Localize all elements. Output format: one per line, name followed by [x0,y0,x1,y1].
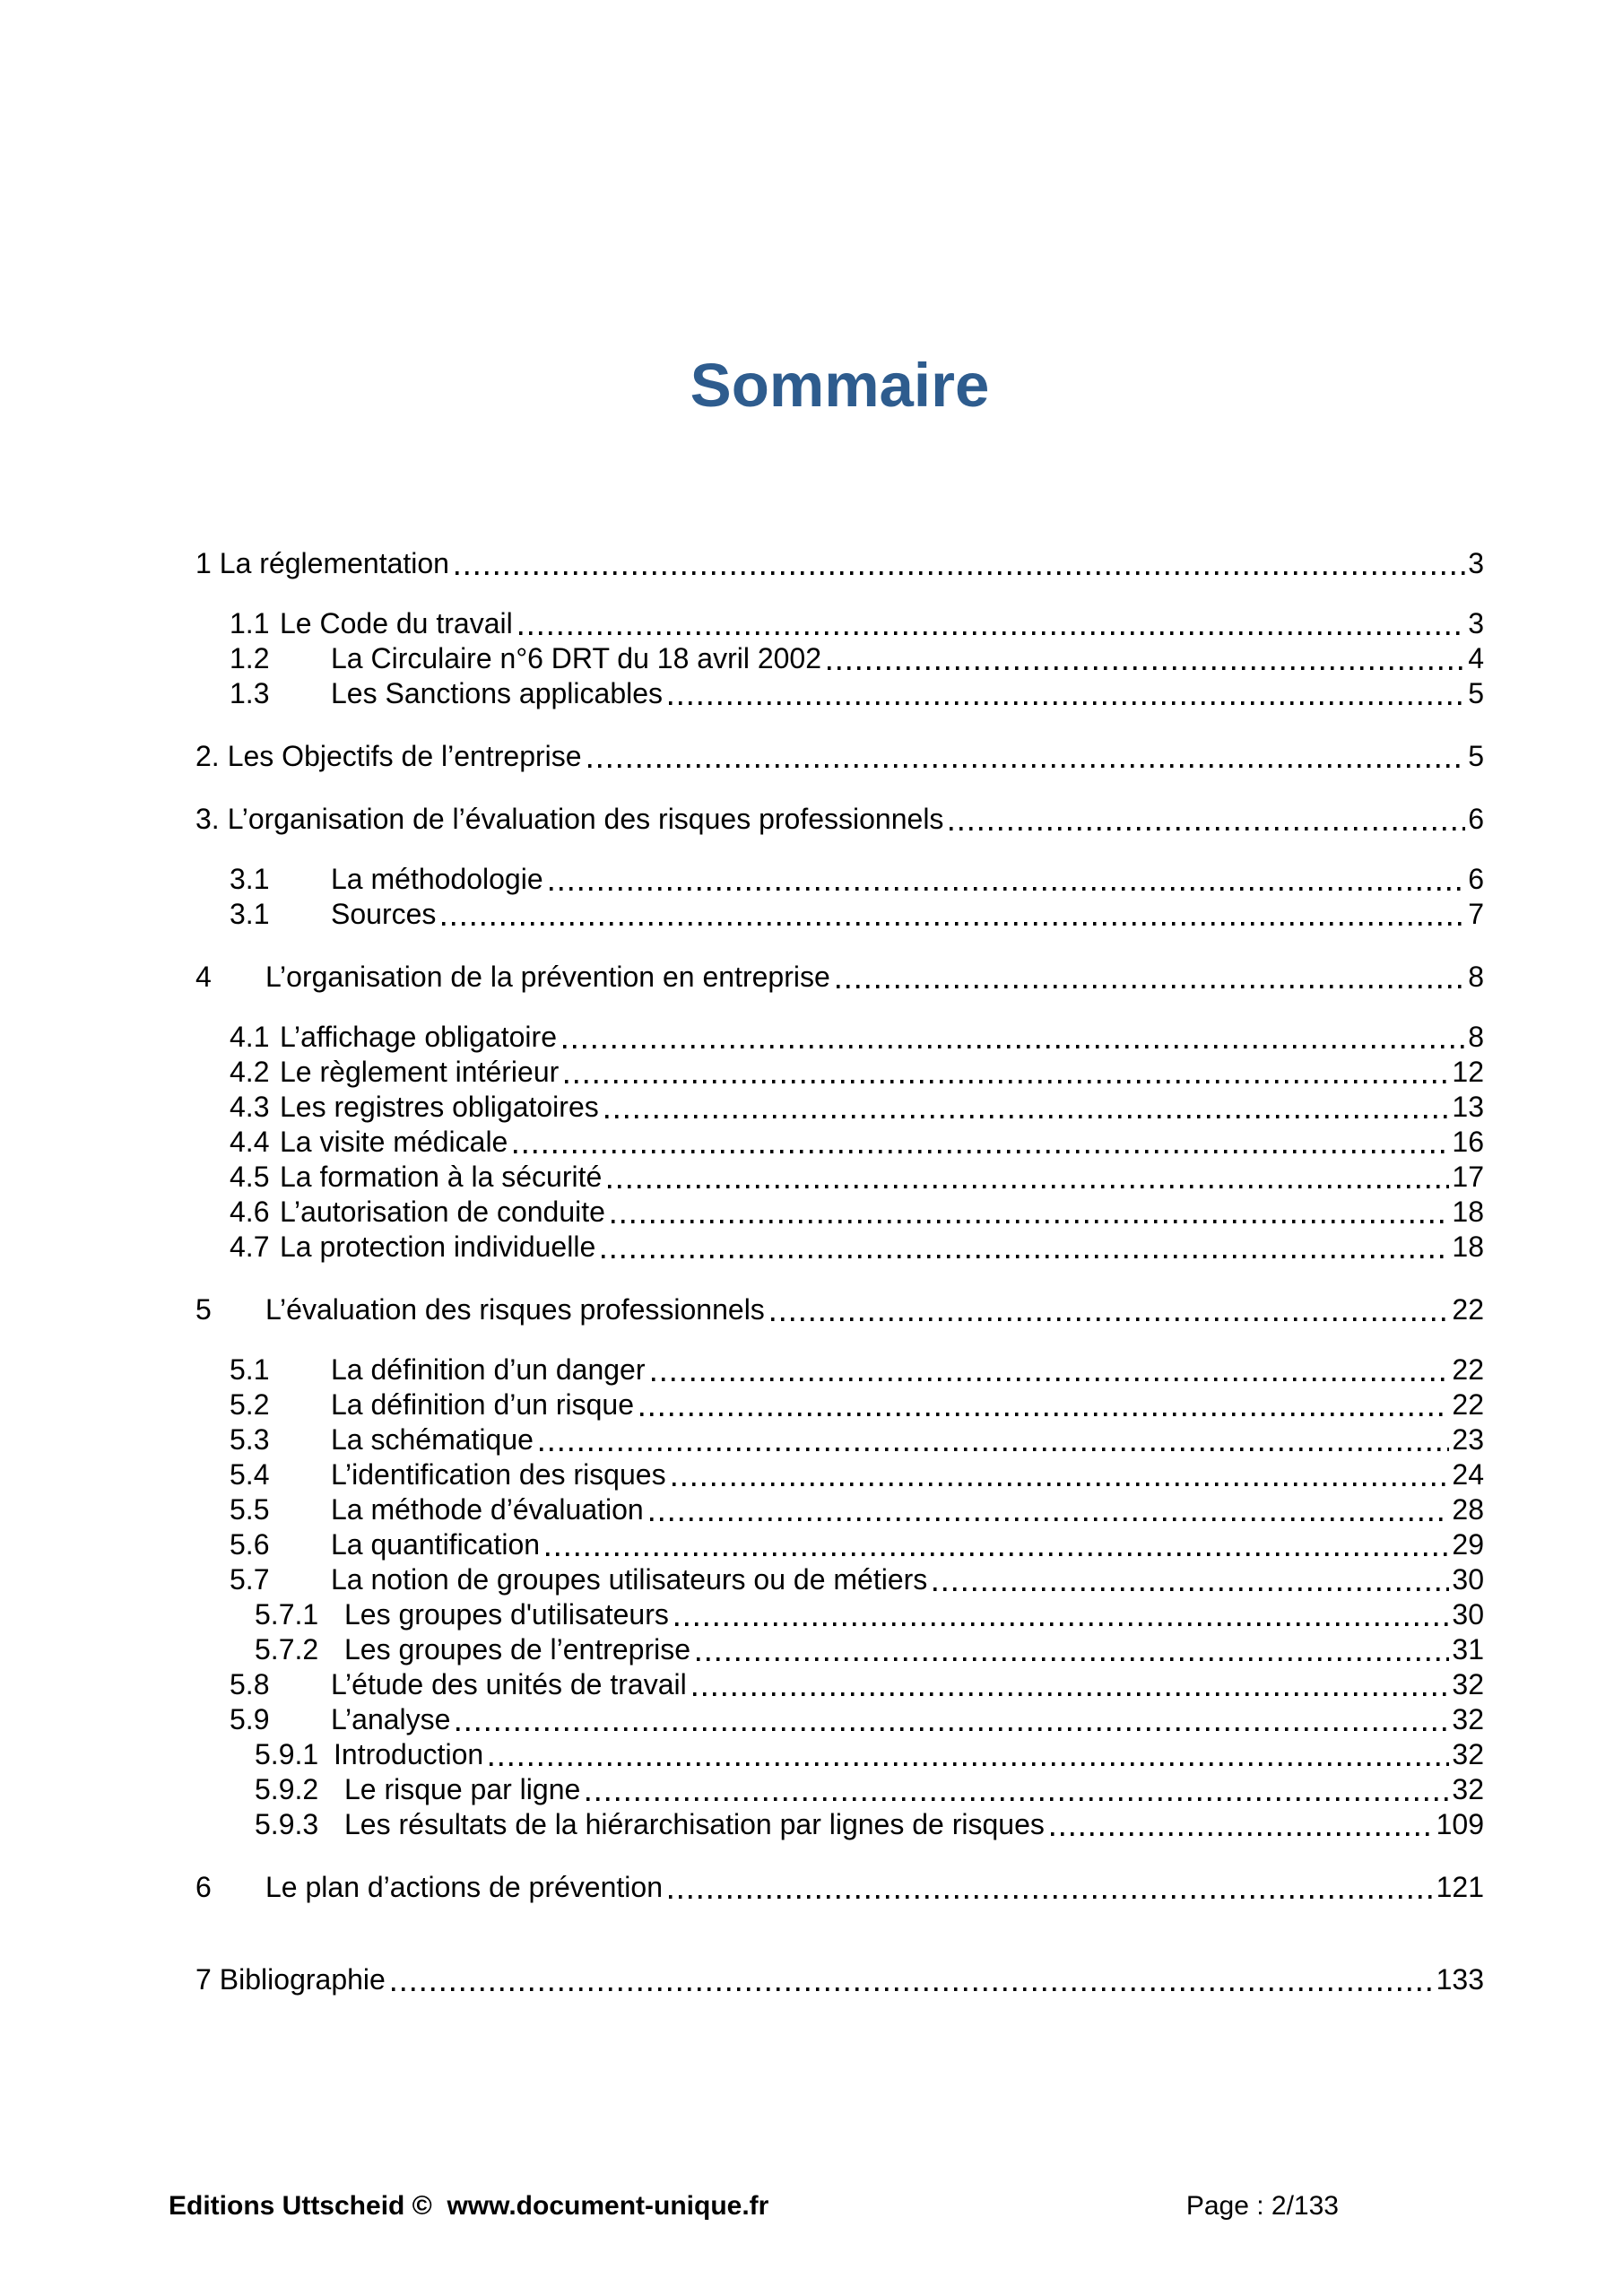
toc-entry-number: 4.2 [230,1056,270,1089]
toc-entry-page: 109 [1436,1808,1484,1841]
toc-entry-number: 5.2 [230,1388,270,1422]
table-of-contents [0,546,1623,1997]
toc-entry-page: 6 [1468,803,1484,836]
toc-entry[interactable] [195,1457,1484,1492]
toc-entry-number: 4.3 [230,1091,270,1124]
footer-publisher: Editions Uttscheid © www.document-unique.fr [169,2191,769,2221]
toc-entry-number: 7 [195,1963,212,1996]
toc-entry-label: La méthodologie [331,863,543,896]
toc-entry-number: 5.8 [230,1668,270,1701]
toc-entry[interactable] [195,1090,1484,1125]
toc-entry-page: 7 [1468,898,1484,931]
toc-entry-label: La méthode d’évaluation [331,1493,644,1526]
toc-entry[interactable] [195,1597,1484,1632]
toc-entry[interactable] [195,1737,1484,1772]
toc-entry-label: Introduction [334,1738,484,1771]
toc-entry-label: Les registres obligatoires [280,1091,599,1124]
page-title: Sommaire [690,351,990,420]
footer-page-number: Page : 2/133 [1185,2191,1339,2221]
toc-entry-page: 6 [1468,863,1484,896]
toc-entry[interactable] [195,1632,1484,1667]
toc-entry-number: 4.5 [230,1161,270,1194]
toc-entry[interactable] [195,1772,1484,1807]
toc-entry-label: L’évaluation des risques professionnels [265,1293,765,1326]
dot-leader-icon [640,1413,1449,1416]
dot-leader-icon [563,1045,1465,1048]
toc-entry[interactable] [195,739,1484,774]
toc-entry[interactable] [195,1870,1484,1905]
dot-leader-icon [514,1150,1449,1153]
toc-entry-page: 32 [1452,1668,1484,1701]
toc-entry[interactable] [195,1160,1484,1195]
toc-entry-number: 5.5 [230,1493,270,1526]
toc-entry-page: 22 [1452,1388,1484,1422]
toc-entry-label: La schématique [331,1423,534,1457]
toc-entry-label: L’identification des risques [331,1458,666,1492]
toc-entry[interactable] [195,1702,1484,1737]
toc-entry-label: Le Code du travail [280,607,513,640]
toc-entry-label: Les groupes d'utilisateurs [344,1598,669,1631]
toc-entry-number: 5.7.2 [255,1633,319,1666]
toc-entry-label: L’autorisation de conduite [280,1196,605,1229]
toc-entry-number: 3.1 [230,863,270,896]
dot-leader-icon [490,1762,1449,1766]
toc-entry-label: La formation à la sécurité [280,1161,603,1194]
toc-entry-label: La protection individuelle [280,1231,596,1264]
toc-entry[interactable] [195,960,1484,995]
toc-entry-number: 5.9.3 [255,1808,319,1841]
toc-entry-page: 24 [1452,1458,1484,1492]
toc-entry[interactable] [195,1352,1484,1387]
toc-entry-number: 4.7 [230,1231,270,1264]
dot-leader-icon [1051,1832,1434,1836]
dot-leader-icon [837,985,1465,988]
dot-leader-icon [673,1483,1450,1486]
toc-entry-label: La quantification [331,1528,541,1561]
toc-entry-label: La visite médicale [280,1126,508,1159]
toc-entry-label: Le plan d’actions de prévention [265,1871,663,1904]
toc-entry-page: 29 [1452,1528,1484,1561]
dot-leader-icon [608,1185,1449,1188]
toc-entry-page: 8 [1468,961,1484,994]
toc-entry-number: 1.2 [230,642,270,675]
toc-entry-number: 4.4 [230,1126,270,1159]
dot-leader-icon [392,1987,1434,1991]
toc-entry-number: 5.7 [230,1563,270,1596]
toc-entry-page: 32 [1452,1703,1484,1736]
toc-entry-label: La définition d’un risque [331,1388,635,1422]
toc-entry-page: 16 [1452,1126,1484,1159]
toc-entry-label: Les Objectifs de l’entreprise [227,740,582,773]
toc-entry-label: L’organisation de l’évaluation des risques professionnels [227,803,944,836]
toc-entry-number: 1.1 [230,607,270,640]
toc-entry[interactable] [195,862,1484,897]
dot-leader-icon [650,1518,1450,1521]
dot-leader-icon [546,1552,1449,1556]
toc-entry-page: 8 [1468,1021,1484,1054]
toc-entry-number: 4 [195,961,212,994]
toc-entry[interactable] [195,1562,1484,1597]
dot-leader-icon [605,1115,1450,1118]
toc-entry-number: 5.9.2 [255,1773,319,1806]
toc-entry-page: 5 [1468,740,1484,773]
dot-leader-icon [950,827,1465,831]
toc-entry-label: Les Sanctions applicables [331,677,664,710]
toc-entry-label: La réglementation [219,547,449,580]
toc-entry-page: 23 [1452,1423,1484,1457]
toc-entry-label: Le règlement intérieur [280,1056,560,1089]
toc-entry-number: 6 [195,1871,212,1904]
toc-entry[interactable] [195,606,1484,641]
dot-leader-icon [442,922,1465,926]
dot-leader-icon [519,631,1465,635]
dot-leader-icon [565,1080,1449,1083]
dot-leader-icon [456,1727,1449,1731]
toc-entry-number: 3. [195,803,220,836]
toc-entry[interactable] [195,1807,1484,1842]
toc-entry[interactable] [195,1125,1484,1160]
toc-entry[interactable] [195,1667,1484,1702]
toc-entry-page: 12 [1452,1056,1484,1089]
toc-entry-page: 30 [1452,1563,1484,1596]
toc-entry-label: L’organisation de la prévention en entreprise [265,961,830,994]
dot-leader-icon [612,1220,1449,1223]
dot-leader-icon [669,701,1465,705]
toc-entry-page: 3 [1468,547,1484,580]
dot-leader-icon [540,1448,1449,1451]
toc-entry[interactable] [195,1230,1484,1265]
toc-entry[interactable] [195,676,1484,711]
toc-entry[interactable] [195,897,1484,932]
page-footer [169,2190,1484,2222]
dot-leader-icon [693,1692,1450,1696]
toc-entry-label: Le risque par ligne [344,1773,581,1806]
toc-entry-label: La Circulaire n°6 DRT du 18 avril 2002 [331,642,822,675]
toc-entry-label: L’affichage obligatoire [280,1021,557,1054]
toc-entry-number: 5 [195,1293,212,1326]
toc-entry-number: 3.1 [230,898,270,931]
dot-leader-icon [697,1657,1449,1661]
toc-entry-page: 30 [1452,1598,1484,1631]
toc-entry[interactable] [195,1195,1484,1230]
toc-entry-page: 5 [1468,677,1484,710]
toc-entry[interactable] [195,1962,1484,1997]
toc-entry-page: 17 [1452,1161,1484,1194]
toc-entry-number: 5.4 [230,1458,270,1492]
dot-leader-icon [602,1255,1449,1258]
toc-entry-page: 18 [1452,1231,1484,1264]
toc-entry-page: 133 [1436,1963,1484,1996]
toc-entry-number: 2. [195,740,220,773]
toc-entry[interactable] [195,802,1484,837]
toc-entry-page: 22 [1452,1293,1484,1326]
dot-leader-icon [652,1378,1450,1381]
toc-entry-page: 18 [1452,1196,1484,1229]
dot-leader-icon [550,887,1466,891]
toc-entry[interactable] [195,641,1484,676]
toc-entry-label: Les résultats de la hiérarchisation par lignes de risques [344,1808,1045,1841]
toc-entry-page: 31 [1452,1633,1484,1666]
toc-entry-page: 121 [1436,1871,1484,1904]
toc-entry-number: 1 [195,547,212,580]
toc-entry[interactable] [195,1292,1484,1327]
toc-entry-label: L’analyse [331,1703,451,1736]
toc-entry-label: L’étude des unités de travail [331,1668,687,1701]
toc-entry-label: La notion de groupes utilisateurs ou de métiers [331,1563,928,1596]
toc-entry-number: 5.1 [230,1353,270,1387]
toc-entry[interactable] [195,1055,1484,1090]
toc-entry-number: 4.6 [230,1196,270,1229]
toc-entry[interactable] [195,1492,1484,1527]
dot-leader-icon [669,1895,1434,1899]
dot-leader-icon [586,1797,1449,1801]
dot-leader-icon [588,764,1466,768]
toc-entry-number: 5.6 [230,1528,270,1561]
dot-leader-icon [456,571,1465,575]
toc-entry-page: 4 [1468,642,1484,675]
toc-entry-label: Les groupes de l’entreprise [344,1633,691,1666]
toc-entry-label: La définition d’un danger [331,1353,646,1387]
toc-entry-number: 5.7.1 [255,1598,319,1631]
toc-entry[interactable] [195,1422,1484,1457]
dot-leader-icon [828,666,1465,670]
toc-entry-number: 4.1 [230,1021,270,1054]
toc-entry-number: 1.3 [230,677,270,710]
toc-entry[interactable] [195,546,1484,581]
dot-leader-icon [675,1622,1450,1626]
toc-entry[interactable] [195,1020,1484,1055]
dot-leader-icon [933,1587,1449,1591]
toc-entry-number: 5.9 [230,1703,270,1736]
toc-entry-number: 5.9.1 [255,1738,319,1771]
toc-entry-page: 28 [1452,1493,1484,1526]
toc-entry-label: Bibliographie [219,1963,386,1996]
toc-entry-label: Sources [331,898,437,931]
toc-entry-page: 3 [1468,607,1484,640]
toc-entry-number: 5.3 [230,1423,270,1457]
dot-leader-icon [771,1318,1450,1321]
toc-entry-page: 32 [1452,1738,1484,1771]
toc-entry-page: 22 [1452,1353,1484,1387]
toc-entry-page: 13 [1452,1091,1484,1124]
toc-entry-page: 32 [1452,1773,1484,1806]
toc-entry[interactable] [195,1387,1484,1422]
toc-entry[interactable] [195,1527,1484,1562]
